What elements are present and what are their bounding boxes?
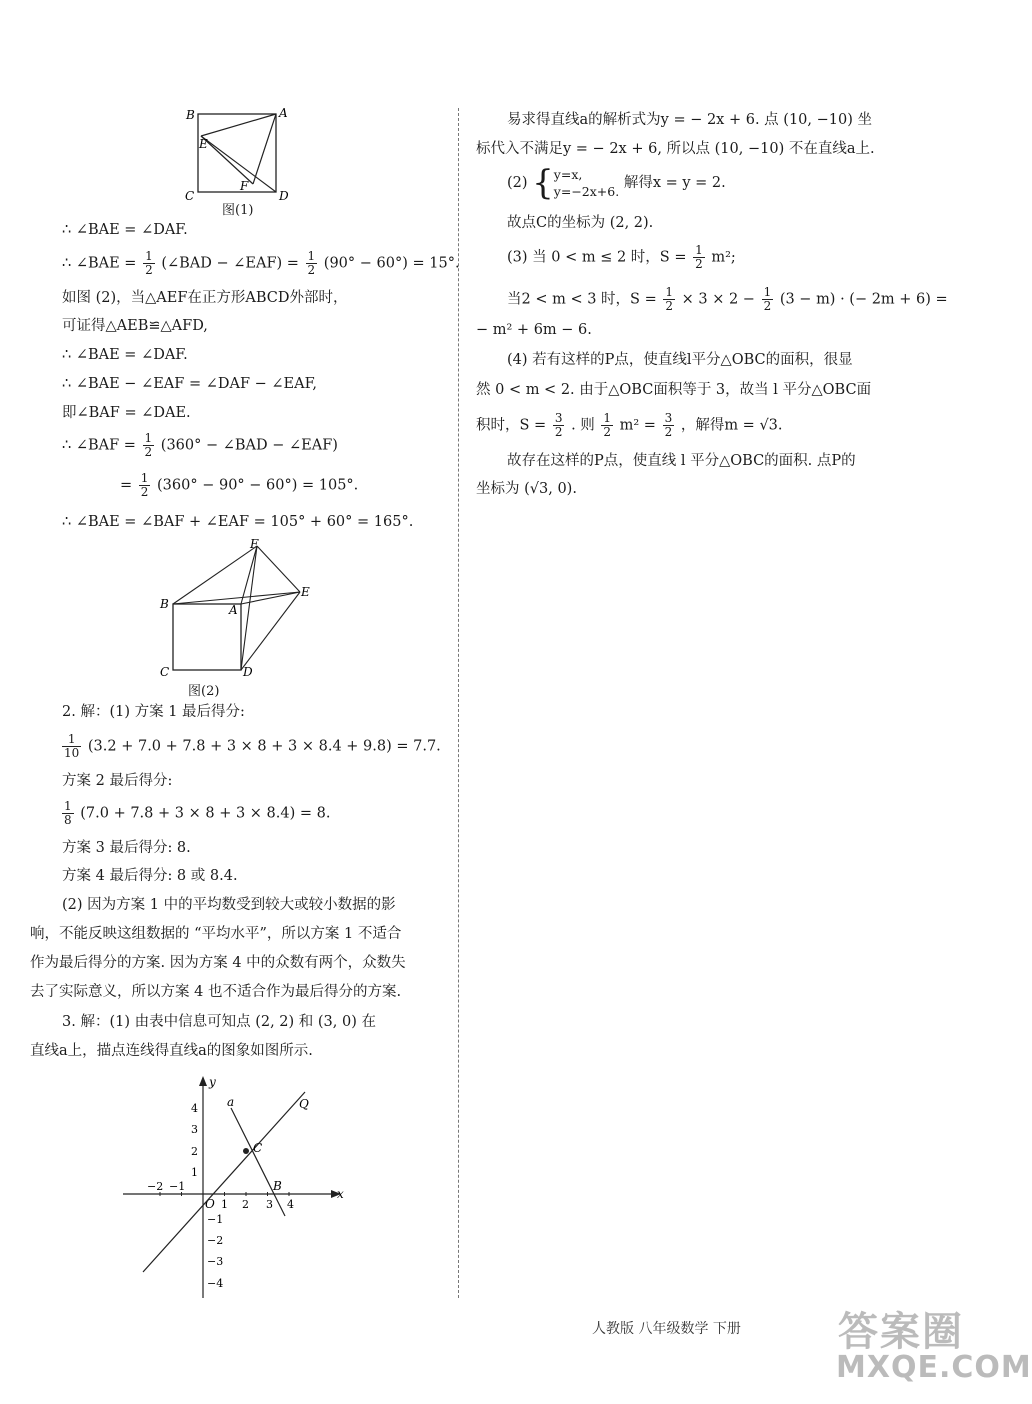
- fig2-label-b: B: [160, 597, 169, 611]
- fig2-label-f: F: [250, 537, 259, 551]
- text-line: [507, 244, 736, 271]
- text-line: 易求得直线a的解析式为y = − 2x + 6. 点 (10, −10) 坐: [507, 112, 872, 128]
- y-axis-label: y: [209, 1075, 216, 1089]
- fig1-label-d: D: [279, 189, 289, 203]
- text-line: 作为最后得分的方案. 因为方案 4 中的众数有两个，众数失: [30, 955, 406, 971]
- text-segment: (3.2 + 7.0 + 7.8 + 3 × 8 + 3 × 8.4 + 9.8) = 7.7.: [87, 738, 441, 755]
- text-segment: . 则: [571, 417, 595, 434]
- fraction: $\frac{1}{2}$: [145, 249, 153, 277]
- text-line: [62, 250, 460, 277]
- x-tick: 4: [287, 1198, 294, 1211]
- text-line: ∴ ∠BAE − ∠EAF = ∠DAF − ∠EAF,: [62, 376, 317, 392]
- text-line: − m² + 6m − 6.: [476, 322, 592, 338]
- fraction: $\frac{1}{2}$: [603, 411, 612, 439]
- text-segment: 当2 < m < 3 时，S =: [507, 291, 662, 308]
- text-line: ∴ ∠BAE = ∠DAF.: [62, 222, 188, 238]
- equation-system: [554, 166, 619, 200]
- text-line: 去了实际意义，所以方案 4 也不适合作为最后得分的方案.: [30, 984, 402, 1000]
- y-ticks: [191, 1102, 223, 1290]
- text-line: [507, 163, 726, 203]
- text-segment: ∴ ∠BAE =: [62, 255, 142, 272]
- origin-label: O: [205, 1197, 215, 1211]
- x-tick: −2: [147, 1180, 164, 1193]
- fraction: $\frac{3}{2}$: [554, 411, 563, 439]
- y-tick: 4: [191, 1102, 198, 1115]
- fig2-line-bf: [173, 546, 257, 604]
- fig2-line-fe: [257, 546, 300, 592]
- text-segment: 积时，S =: [476, 417, 551, 434]
- coordinate-graph: [115, 1068, 355, 1302]
- x-axis-label: x: [337, 1187, 344, 1201]
- point-c-label: C: [253, 1141, 263, 1155]
- text-line: 3. 解：(1) 由表中信息可知点 (2, 2) 和 (3, 0) 在: [62, 1014, 376, 1030]
- text-line: [476, 412, 783, 439]
- fig1-label-a: A: [279, 106, 288, 120]
- text-segment: × 3 × 2 −: [681, 291, 760, 308]
- fraction: $\frac{1}{2}$: [763, 285, 772, 313]
- text-line: [60, 733, 441, 760]
- fig2-label-d: D: [243, 665, 253, 679]
- figure-2: [155, 536, 325, 682]
- text-segment: (3 − m) · (− 2m + 6) =: [779, 291, 948, 308]
- text-line: [120, 472, 358, 499]
- text-line: ∴ ∠BAE = ∠BAF + ∠EAF = 105° + 60° = 165°.: [62, 514, 414, 530]
- fig1-label-b: B: [186, 108, 195, 122]
- text-segment: (90° − 60°) = 15°.: [323, 255, 460, 272]
- fig1-label-c: C: [185, 189, 195, 203]
- text-line: 坐标为 (√3, 0).: [476, 481, 577, 497]
- y-tick: 2: [191, 1145, 198, 1158]
- fig2-label-e: E: [301, 585, 310, 599]
- text-line: 如图 (2)，当△AEF在正方形ABCD外部时，: [62, 290, 348, 306]
- text-line: [507, 286, 948, 313]
- fig1-line-af: [253, 114, 276, 184]
- page-footer: 人教版 八年级数学 下册: [592, 1321, 741, 1337]
- x-tick: 3: [266, 1198, 273, 1211]
- text-line: 即∠BAF = ∠DAE.: [62, 405, 191, 421]
- y-axis-arrow: [199, 1076, 207, 1086]
- text-line: (4) 若有这样的P点，使直线l平分△OBC的面积，很显: [507, 352, 853, 368]
- fig1-label-f: F: [240, 179, 249, 193]
- text-line: 方案 4 最后得分: 8 或 8.4.: [62, 868, 238, 884]
- x-tick: −1: [169, 1180, 186, 1193]
- x-tick: 1: [221, 1198, 228, 1211]
- text-line: 标代入不满足y = − 2x + 6, 所以点 (10, −10) 不在直线a上.: [476, 141, 875, 157]
- figure-1: [180, 104, 290, 203]
- text-segment: (2): [507, 175, 528, 191]
- text-segment: (∠BAD − ∠EAF) =: [161, 255, 304, 272]
- text-line: 故存在这样的P点，使直线 l 平分△OBC的面积. 点P的: [507, 453, 856, 469]
- equation: y=−2x+6.: [553, 184, 620, 199]
- text-line: [60, 800, 330, 827]
- text-line: 然 0 < m < 2. 由于△OBC面积等于 3，故当 l 平分△OBC面: [476, 382, 872, 398]
- text-line: [62, 432, 338, 459]
- point-b-label: B: [273, 1179, 282, 1193]
- text-segment: (7.0 + 7.8 + 3 × 8 + 3 × 8.4) = 8.: [80, 805, 331, 822]
- fig1-line-ed: [201, 136, 276, 192]
- y-tick: 1: [191, 1166, 198, 1179]
- point-c: [243, 1148, 249, 1154]
- fraction: $\frac{1}{2}$: [140, 471, 149, 499]
- y-tick: −2: [207, 1234, 224, 1247]
- text-line: 2. 解：(1) 方案 1 最后得分:: [62, 704, 245, 720]
- x-tick: 2: [242, 1198, 249, 1211]
- fraction: $\frac{3}{2}$: [664, 411, 673, 439]
- watermark-site: MXQE.COM: [836, 1350, 1032, 1385]
- fraction: $\frac{1}{2}$: [695, 243, 703, 271]
- fig2-caption: 图(2): [188, 684, 220, 699]
- fraction: $\frac{1}{2}$: [307, 249, 316, 277]
- line-a-label: a: [227, 1095, 235, 1109]
- y-tick: −3: [207, 1255, 224, 1268]
- text-segment: (360° − 90° − 60°) = 105°.: [157, 477, 359, 494]
- text-line: 响，不能反映这组数据的 “平均水平”，所以方案 1 不适合: [30, 926, 402, 942]
- fig2-label-c: C: [160, 665, 170, 679]
- text-segment: ，解得m = √3.: [680, 417, 783, 434]
- text-segment: m²;: [711, 249, 736, 266]
- y-tick: 3: [191, 1123, 198, 1136]
- text-line: 直线a上，描点连线得直线a的图象如图所示.: [30, 1043, 313, 1059]
- watermark-brand: 答案圈: [838, 1309, 964, 1355]
- fig1-line-ae: [201, 114, 276, 136]
- text-segment: m² =: [619, 417, 661, 434]
- fraction: $\frac{1}{2}$: [665, 285, 673, 313]
- brace: {: [532, 163, 554, 203]
- equation: y=x,: [553, 167, 583, 182]
- x-ticks: [147, 1180, 294, 1211]
- text-line: 方案 2 最后得分:: [62, 773, 173, 789]
- y-tick: −4: [207, 1277, 224, 1290]
- fig1-caption: 图(1): [222, 203, 254, 218]
- fig1-label-e: E: [199, 137, 208, 151]
- text-segment: (3) 当 0 < m ≤ 2 时，S =: [507, 249, 692, 266]
- text-line: 可证得△AEB≌△AFD,: [62, 318, 208, 334]
- y-tick: −1: [207, 1213, 224, 1226]
- fraction: $\frac{1}{2}$: [144, 431, 153, 459]
- fig1-line-ef: [201, 136, 253, 184]
- line-a: [231, 1108, 285, 1216]
- text-segment: ∴ ∠BAF =: [62, 437, 141, 454]
- text-segment: (360° − ∠BAD − ∠EAF): [160, 437, 338, 454]
- line-q-label: Q: [299, 1097, 309, 1111]
- text-line: ∴ ∠BAE = ∠DAF.: [62, 347, 188, 363]
- text-segment: =: [120, 477, 137, 494]
- fraction: $\frac{1}{8}$: [64, 799, 72, 827]
- text-line: 故点C的坐标为 (2, 2).: [507, 215, 654, 231]
- text-segment: 解得x = y = 2.: [623, 175, 726, 191]
- fig2-line-af: [241, 546, 257, 604]
- text-line: 方案 3 最后得分: 8.: [62, 840, 191, 856]
- fig2-label-a: A: [229, 603, 238, 617]
- column-divider: [458, 108, 459, 1298]
- fraction: $\frac{1}{10}$: [64, 732, 80, 760]
- text-line: (2) 因为方案 1 中的平均数受到较大或较小数据的影: [62, 897, 396, 913]
